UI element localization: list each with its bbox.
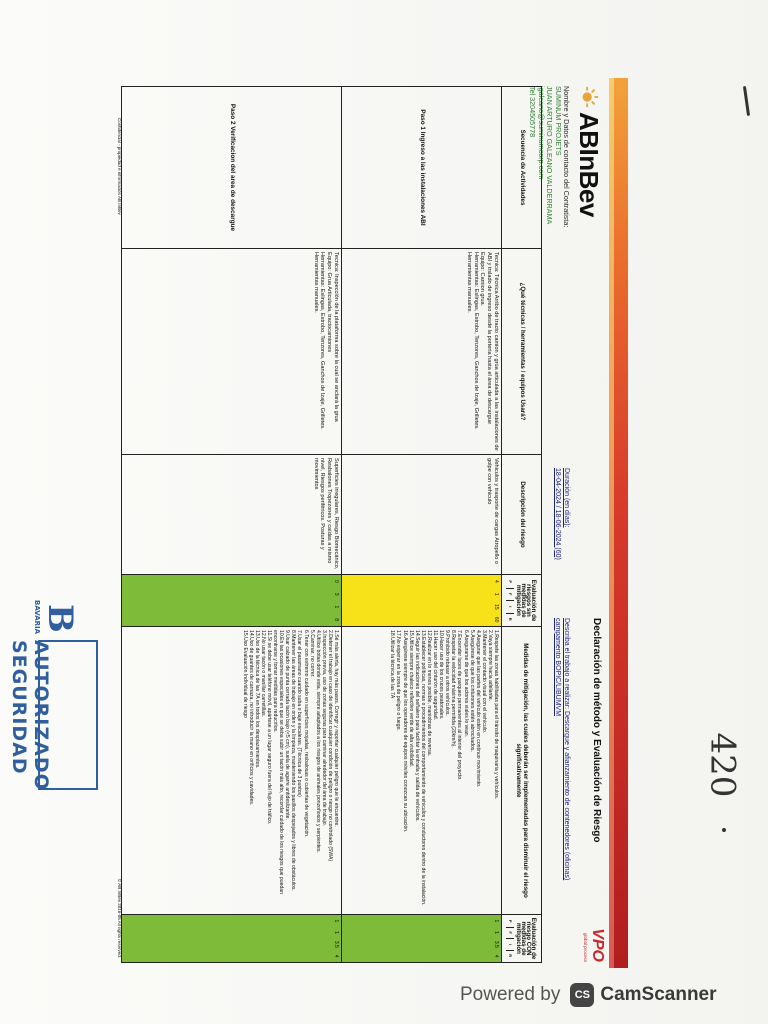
pfi-f: F bbox=[507, 927, 515, 939]
footer-copyright: © AB InBev 2016-05 All rights reserved. bbox=[117, 878, 122, 958]
value-f: 1 bbox=[333, 931, 339, 935]
mitigation-item: 14.Uso de guantes de carnaza, no introducir la mano en orificios y cavidades. bbox=[247, 630, 254, 806]
value-i: 3.5 bbox=[493, 940, 499, 948]
mitigation-item: 8.Mantener las áreas de trabajo en orden y la limpieza, manteniendo los pasillos despejados y libres de obstáculos. bbox=[290, 630, 297, 891]
mitigation-item: 15.Uso Evaluación Individual de riesgo bbox=[241, 630, 248, 718]
pfi-p: P bbox=[508, 919, 514, 923]
mitigation-item: 9.Prohibido rebasar a otros vehículos. bbox=[444, 630, 451, 716]
value-i: 1 bbox=[333, 605, 339, 609]
task-description: Describa el trabajo a realizar: Descargue y afianzamiento de contenedores (oficinas) campamento BOPIC/LIBUMVM bbox=[554, 618, 570, 881]
value-r: 60 bbox=[493, 616, 499, 623]
mitigation-item: 11.Hacer uso del cinturón de seguridad. bbox=[432, 630, 439, 720]
duration-label: Duración (en días): bbox=[563, 468, 570, 528]
table-row bbox=[122, 87, 342, 963]
abinbev-logo bbox=[572, 86, 606, 217]
contact-person: JUAN ARTURO GALEANO VALDERRAMA bbox=[545, 86, 555, 225]
value-f: 1 bbox=[493, 592, 499, 596]
contact-company: SUMINUM PROJETS bbox=[553, 86, 563, 156]
pfi-p: P bbox=[508, 580, 514, 584]
mitigation-item: 12.Realizar en lo menos posible, maniobras de reversa. bbox=[425, 630, 432, 756]
mitigation-item: 3.Mantener el contacto visual con el vehículo. bbox=[480, 630, 487, 734]
pfi-i: I bbox=[507, 600, 515, 613]
vpo-subtitle: global process bbox=[583, 932, 588, 962]
stamp-line2: SEGURIDAD bbox=[8, 640, 30, 775]
eval-before-label: Evaluación de riesgos sin medidas de mitigación bbox=[515, 579, 538, 622]
mitigation-item: 12.No usar tacón o manillar carretillas. bbox=[259, 630, 266, 717]
mitigation-item: 7.Encender luces de parqueo permanentes al interior del proyecto. bbox=[456, 630, 463, 781]
risk-cell: Vehiculos y trasporte de cargas Atropello o golpe con vehiculo bbox=[342, 455, 502, 575]
col-sequence: Secuencia de Actividades bbox=[502, 87, 542, 249]
mitigation-item: 2.Vaya siempre hacia adelante. bbox=[486, 630, 493, 701]
footer-confidential: Confidencial - propiedad e información AB InBev bbox=[117, 118, 122, 215]
contact-title: Nombre y Datos de contacto del Contratista: bbox=[562, 86, 571, 228]
equipment-text: Equipo: Grua Articulada, tractocamiones bbox=[326, 252, 333, 353]
duration bbox=[553, 468, 570, 560]
mitigation-item: 18.Utilizar la técnica de las 7A bbox=[389, 630, 396, 699]
pfi-r: R bbox=[507, 950, 515, 962]
step-cell: Paso 1 Ingreso a las instalaciones ABI bbox=[342, 87, 502, 249]
eval-after-label: Evaluación de riesgo CON medidas de mitigación bbox=[515, 917, 538, 960]
col-techniques: ¿Qué técnicas / herramientas / equipos Usará? bbox=[502, 249, 542, 455]
svg-text:B: B bbox=[40, 604, 80, 633]
col-eval-before bbox=[502, 575, 542, 627]
stamp-line1: AUTORIZADO bbox=[30, 640, 52, 791]
mitigation-item: 8.Respetar la velocidad máxima permitida (20km/h). bbox=[450, 630, 457, 748]
technique-text: Tecnica: Inspección de la plataforma sobre la cual se anclará la grua bbox=[333, 252, 339, 422]
duration-value: 18-04-2024 / 18-06-2024 (60) bbox=[554, 468, 562, 560]
col-risk: Descripción del riesgo bbox=[502, 455, 542, 575]
value-i: 15 bbox=[493, 604, 499, 610]
mitigation-item: 16.Asegúrese siempre de que los operadores de equipos móviles conozcan su ubicación. bbox=[401, 630, 408, 833]
eval-before-values bbox=[332, 575, 341, 626]
document-title: Declaración de método y Evaluación de Riesgo bbox=[591, 618, 602, 843]
manual-tools-text: Herramientas manuales. bbox=[312, 252, 319, 313]
mitigation-item: 4.Asegurar que las partes del vehículo estén en continuo movimiento. bbox=[474, 630, 481, 788]
value-r: 4 bbox=[333, 954, 339, 958]
value-f: 1 bbox=[493, 931, 499, 935]
pfi-f: F bbox=[507, 588, 515, 601]
technique-cell bbox=[122, 249, 342, 455]
step-cell: Paso 2 Verificacion del area de descargue bbox=[122, 87, 342, 249]
risk-table bbox=[121, 86, 546, 963]
handwritten-page-number: 420 bbox=[702, 732, 743, 798]
mitigation-item: 1.Sé más alerta, hay más pasos. Corregir y reportar cualquier peligro que le encuentre. bbox=[333, 630, 339, 827]
pfi-header-after bbox=[507, 916, 515, 961]
value-p: 0 bbox=[333, 579, 339, 583]
mitigation-item: 9.Usar calzado de punta cerrada tacón bajo (<5 cm), suela de agarre antideslizante. bbox=[284, 630, 291, 820]
table-header-row bbox=[502, 87, 542, 963]
value-p: 1 bbox=[493, 919, 499, 923]
value-r: 4 bbox=[493, 954, 499, 958]
technique-text: Tecnica: Técnica Arribo de tracto camion y grúa articulada a las instalaciones de ABI y trslado de ingreso desde la porteria hasta el área de descargue bbox=[486, 252, 499, 451]
camscanner-name: CamScanner bbox=[600, 984, 717, 1005]
mitigation-item: 14.Seguir las indicaciones del señalero para facilitar la entrada y salida de vehículos. bbox=[413, 630, 420, 822]
technique-cell bbox=[342, 249, 502, 455]
manual-tools-text: Herramientas manuales. bbox=[465, 252, 472, 313]
mitigation-item: 10.Hacer uso de los cruces peatonales. bbox=[438, 630, 445, 720]
risk-cell: Superficies irregulares, Riesgo Biomecánico, Resbalones Tropezones y caídas a mismo nivel, Riesgos periféricos. Posturas y movimientos bbox=[122, 455, 342, 575]
value-p: 1 bbox=[333, 919, 339, 923]
table-row bbox=[342, 87, 502, 963]
tools-text: Herramientas: Eslingas, Estrobo, Tenzores, Ganchos de Izaje, Grilletes. bbox=[319, 252, 326, 430]
mitigation-cell bbox=[342, 627, 502, 915]
eval-before-cell bbox=[342, 575, 502, 627]
mitigation-item: 7.Usar el pasamano cuando suba o baje escaleras. (Técnica de 3 puntos) bbox=[296, 630, 303, 797]
eval-after-values bbox=[492, 915, 501, 962]
value-f: 3 bbox=[333, 592, 339, 596]
brand-gradient-bar-secondary bbox=[609, 78, 614, 968]
mitigation-item: 6.Asegurarse de que los actores viales lo vean. bbox=[462, 630, 469, 738]
mitigation-item: 6.Tener con extremo cuidado en superficies mojadas, resbalosas o cubiertas de vegetación. bbox=[302, 630, 309, 838]
mitigation-cell bbox=[122, 627, 342, 915]
mitigation-item: 17.No esperar en la zona de peligro o fuego. bbox=[395, 630, 402, 731]
equipment-text: Equipo: Camion grua. bbox=[479, 252, 486, 307]
document-rotated bbox=[98, 78, 628, 968]
mitigation-item: 1.Respete las zonas habilitadas para el tránsito de maquinaria y vehículos. bbox=[493, 630, 499, 800]
col-eval-after bbox=[502, 915, 542, 963]
powered-by-text: Powered by bbox=[460, 984, 561, 1005]
mitigation-item: 11.Si se debe usar teléfono móvil, apártese a un lugar seguro fuera del flujo de tráfico. bbox=[265, 630, 272, 825]
mitigation-item: 10.En las ocasiones especiales en que se deba subir un tacón más alto, recordar cuidado de los riesgos que puedan encontrarse y tomar medidas para reducirlos. bbox=[272, 630, 285, 894]
eval-before-cell bbox=[122, 575, 342, 627]
value-i: 3.5 bbox=[333, 940, 339, 948]
handwritten-dot bbox=[722, 828, 726, 832]
stamp-brand: BAVARIA bbox=[33, 600, 41, 635]
authorization-stamp-text bbox=[8, 640, 52, 791]
contact-phone: Tel 3204505778 bbox=[528, 86, 538, 138]
pfi-i: I bbox=[507, 938, 515, 950]
mitigation-item: 13.Establecer políticas, normas o procedimientos del comportamiento de vehiculos y conductores dentro de la instalación. bbox=[419, 630, 426, 906]
vpo-logo: VPO bbox=[589, 928, 606, 962]
mitigation-item: 15.Utilice siempre chaleco reflectivo verde de alta visibilidad. bbox=[407, 630, 414, 768]
pfi-header-before bbox=[507, 576, 515, 625]
tools-text: Herramientas: Eslingas, Estrobo, Tenzores, Ganchos de Izaje, Grilletes. bbox=[472, 252, 479, 430]
col-mitigation: Medidas de mitigación, las cuales deberán ser implementadas para disminuir el riesgo significativamente bbox=[502, 627, 542, 915]
abinbev-sun-icon bbox=[578, 86, 600, 108]
camscanner-logo-icon: CS bbox=[570, 983, 594, 1007]
pfi-r: R bbox=[507, 613, 515, 626]
mitigation-item: 13.Uso de la técnica de las 7A en todos los desplazamientos. bbox=[253, 630, 260, 769]
eval-before-values bbox=[492, 575, 501, 626]
eval-after-values bbox=[332, 915, 341, 962]
mitigation-item: 4.Utilice botas donde esta, siempre adaptados a los riesgos de animales ponzoñosos y serpientes. bbox=[314, 630, 321, 853]
eval-after-cell bbox=[122, 915, 342, 963]
value-r: 8 bbox=[333, 618, 339, 622]
mitigation-item: 3.Inspección previa, uso de zonas seguras para caminar alrededor del área de trabajo. bbox=[320, 630, 327, 826]
mitigation-item: 2.Detener el trabajo en caso de identificar cualquier condición de peligro o riesgo no controlado (SWA) bbox=[326, 630, 333, 862]
brand-gradient-bar bbox=[614, 78, 628, 968]
camscanner-watermark bbox=[460, 972, 760, 1018]
mitigation-item: 5.Asegúrese de que los cinturones estén abrochados. bbox=[468, 630, 475, 752]
eval-after-cell bbox=[342, 915, 502, 963]
value-p: 4 bbox=[493, 579, 499, 583]
contact-email: jgaleano@suminumcorp.com bbox=[536, 86, 546, 180]
logo-text: ABInBev bbox=[574, 112, 605, 217]
mitigation-item: 5.Caminar, no correr. bbox=[308, 630, 315, 678]
